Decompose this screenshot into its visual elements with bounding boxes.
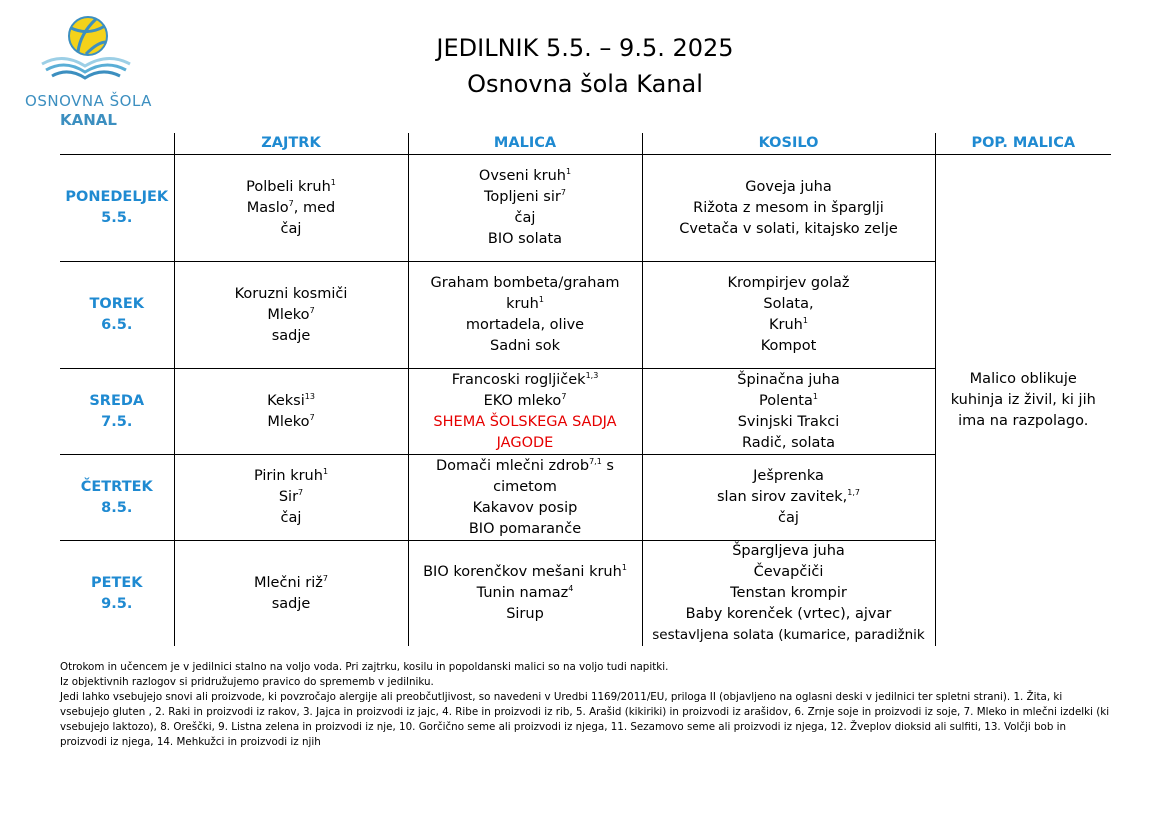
allergen-superscript: 7 — [288, 198, 294, 208]
cell-zajtrk — [174, 455, 408, 541]
allergen-superscript: 1 — [565, 167, 572, 177]
menu-line — [643, 273, 935, 294]
allergen-superscript: 7 — [309, 412, 315, 422]
menu-item-suffix: s — [601, 457, 614, 474]
allergen-superscript: 1 — [322, 467, 329, 477]
menu-line — [409, 187, 642, 208]
menu-line — [409, 433, 642, 454]
allergen-superscript: 1 — [812, 391, 818, 401]
cell-zajtrk — [174, 369, 408, 455]
day-label — [60, 541, 174, 647]
menu-item-text: čaj — [778, 510, 799, 526]
menu-item-text: Sirup — [506, 606, 544, 622]
menu-item-text: Kakavov posip — [472, 499, 578, 516]
menu-item-text: Cvetača v solati, kitajsko zelje — [679, 220, 898, 237]
cell-zajtrk — [174, 541, 408, 647]
menu-item-text: Polbeli kruh — [246, 178, 331, 195]
header-pop-malica: POP. MALICA — [935, 133, 1111, 155]
day-label — [60, 369, 174, 455]
day-row — [60, 155, 1111, 262]
menu-item-text: Koruzni kosmiči — [234, 285, 348, 302]
allergen-superscript: 4 — [568, 584, 574, 594]
cell-malica — [408, 369, 642, 455]
menu-item-text: cimetom — [493, 478, 557, 495]
menu-line — [643, 412, 935, 433]
menu-line — [175, 391, 408, 412]
menu-line — [175, 177, 408, 198]
menu-line — [643, 541, 935, 562]
menu-item-text: BIO pomaranče — [468, 520, 582, 537]
menu-line — [643, 198, 935, 219]
menu-item-text: BIO solata — [487, 231, 563, 247]
menu-line — [175, 508, 408, 529]
cell-zajtrk — [174, 262, 408, 369]
menu-item-text: sestavljena solata (kumarice, paradižnik — [652, 627, 925, 643]
allergen-superscript: 7 — [309, 305, 315, 315]
menu-item-text: sadje — [271, 595, 311, 612]
menu-line — [643, 583, 935, 604]
menu-line — [409, 391, 642, 412]
menu-table — [60, 133, 1111, 646]
day-name: SREDA — [89, 392, 145, 409]
allergen-superscript: 1,7 — [847, 488, 860, 498]
menu-line — [409, 562, 642, 583]
school-logo — [10, 12, 160, 129]
menu-item-text: EKO mleko — [483, 392, 562, 409]
menu-item-text: Ovseni kruh — [478, 168, 566, 184]
menu-item-text: Pirin kruh — [253, 468, 323, 484]
menu-item-text: Radič, solata — [742, 434, 835, 451]
menu-item-text: Keksi — [267, 392, 305, 409]
day-label — [60, 262, 174, 369]
menu-item-text: Ješprenka — [753, 468, 824, 484]
menu-item-text: čaj — [514, 210, 536, 226]
menu-item-text: Tenstan krompir — [730, 585, 847, 601]
allergen-superscript: 7,1 — [589, 456, 602, 466]
menu-item-text: kruh — [506, 296, 539, 312]
footnotes — [60, 660, 1112, 750]
header-zajtrk: ZAJTRK — [174, 133, 408, 155]
menu-item-text: Mlečni riž — [254, 574, 323, 591]
menu-line — [409, 315, 642, 336]
menu-item-text: Mleko — [267, 413, 310, 430]
menu-line — [175, 284, 408, 305]
day-date: 8.5. — [101, 499, 133, 516]
allergen-superscript: 7 — [560, 188, 566, 198]
menu-line — [175, 305, 408, 326]
menu-item-text: Goveja juha — [745, 178, 832, 195]
allergen-superscript: 1 — [802, 316, 808, 326]
menu-line — [409, 273, 642, 294]
menu-line — [643, 625, 935, 646]
menu-line — [409, 456, 642, 477]
menu-item-text: Graham bombeta/graham — [430, 275, 620, 291]
menu-line — [409, 519, 642, 540]
day-name: PETEK — [90, 574, 143, 591]
day-date: 9.5. — [101, 595, 133, 612]
cell-malica — [408, 155, 642, 262]
allergen-superscript: 1,3 — [585, 370, 599, 380]
cell-zajtrk — [174, 155, 408, 262]
menu-item-text: Polenta — [759, 392, 813, 409]
menu-line — [409, 370, 642, 391]
menu-line — [643, 487, 935, 508]
menu-item-text: Špinačna juha — [737, 371, 840, 388]
menu-item-text: Tunin namaz — [476, 585, 569, 601]
cell-kosilo — [642, 369, 935, 455]
menu-item-text: Solata, — [763, 296, 814, 312]
menu-line — [175, 573, 408, 594]
menu-item-text: sadje — [271, 327, 311, 344]
menu-line — [175, 412, 408, 433]
menu-line — [643, 177, 935, 198]
note-water: Otrokom in učencem je v jedilnici stalno na voljo voda. Pri zajtrku, kosilu in popoldanski malici so na voljo tudi napitki. — [60, 661, 669, 673]
allergen-superscript: 1 — [538, 295, 544, 305]
menu-line — [175, 219, 408, 240]
day-date: 7.5. — [101, 413, 133, 430]
menu-item-text: Sir — [278, 489, 299, 505]
cell-kosilo — [642, 541, 935, 647]
menu-line — [643, 466, 935, 487]
cell-kosilo — [642, 262, 935, 369]
cell-kosilo — [642, 155, 935, 262]
menu-line — [643, 315, 935, 336]
allergen-superscript: 7 — [322, 573, 328, 583]
menu-item-text: Rižota z mesom in šparglji — [693, 199, 884, 216]
cell-malica — [408, 455, 642, 541]
allergen-superscript: 7 — [298, 488, 304, 498]
day-name: TOREK — [89, 296, 145, 312]
menu-line — [643, 294, 935, 315]
menu-item-text: Krompirjev golaž — [727, 275, 850, 291]
day-label — [60, 155, 174, 262]
menu-item-text: Mleko — [267, 306, 310, 323]
logo-text-line2: KANAL — [60, 111, 117, 129]
menu-item-text: Svinjski Trakci — [737, 413, 840, 430]
day-label — [60, 455, 174, 541]
menu-line — [643, 508, 935, 529]
menu-line — [643, 562, 935, 583]
menu-line — [175, 466, 408, 487]
menu-item-text: mortadela, olive — [465, 317, 585, 333]
menu-line — [409, 229, 642, 250]
menu-item-text: Kompot — [760, 338, 817, 354]
menu-line — [643, 370, 935, 391]
menu-line — [643, 391, 935, 412]
page-subtitle: Osnovna šola Kanal — [467, 70, 703, 98]
menu-item-text: Maslo — [246, 199, 289, 216]
menu-item-text: BIO korenčkov mešani kruh — [423, 564, 622, 580]
menu-line — [409, 583, 642, 604]
cell-malica — [408, 262, 642, 369]
menu-line — [409, 336, 642, 357]
day-name: ČETRTEK — [80, 478, 153, 495]
menu-line — [409, 477, 642, 498]
volleyball-book-icon — [38, 12, 133, 82]
menu-item-text: SHEMA ŠOLSKEGA SADJA — [433, 413, 617, 430]
menu-item-text: Baby korenček (vrtec), ajvar — [685, 606, 892, 622]
menu-item-text: slan sirov zavitek, — [716, 489, 848, 505]
menu-line — [643, 604, 935, 625]
page-title: JEDILNIK 5.5. – 9.5. 2025 — [436, 34, 734, 62]
menu-item-text: Francoski rogljiček — [451, 371, 586, 388]
allergen-superscript: 1 — [330, 177, 336, 187]
header-row — [60, 133, 1111, 155]
menu-line — [175, 487, 408, 508]
header-day — [60, 133, 174, 155]
menu-line — [643, 219, 935, 240]
menu-item-text: čaj — [280, 510, 302, 526]
allergen-superscript: 1 — [621, 563, 627, 573]
menu-line — [175, 594, 408, 615]
day-date: 6.5. — [101, 317, 133, 333]
note-allergens: Jedi lahko vsebujejo snovi ali proizvode, ki povzročajo alergije ali preobčutljivost, so navedeni v Uredbi 1169/2011/EU, priloga II (objavljeno na oglasni deski v jedilnici ter spletni strani). 1. Žita, ki vsebujejo gluten , 2. Raki in proizvodi iz rakov, 3. Jajca in proizvodi iz jajc, 4. Ribe in proizvodi iz rib, 5. Arašid (kikiriki) in proizvodi iz arašidov, 6. Zrnje soje in proizvodi iz soje, 7. Mleko in mlečni izdelki (ki vsebujejo laktozo), 8. Oreščki, 9. Listna zelena in proizvodi iz nje, 10. Gorčično seme ali proizvodi iz njega, 11. Sezamovo seme ali proizvodi iz njega, 12. Žveplov dioksid ali sulfiti, 13. Volčji bob in proizvodi iz njega, 14. Mehkužci in proizvodi iz njih — [60, 691, 1110, 748]
menu-line — [175, 326, 408, 347]
menu-line — [409, 166, 642, 187]
logo-text-line1: OSNOVNA ŠOLA — [25, 92, 152, 110]
menu-item-suffix: , med — [293, 199, 336, 216]
menu-item-text: Domači mlečni zdrob — [436, 457, 590, 474]
menu-item-text: JAGODE — [496, 434, 554, 451]
note-changes: Iz objektivnih razlogov si pridružujemo pravico do sprememb v jedilniku. — [60, 676, 434, 688]
allergen-superscript: 13 — [304, 391, 315, 401]
menu-line — [409, 498, 642, 519]
header-kosilo: KOSILO — [642, 133, 935, 155]
menu-line — [409, 208, 642, 229]
menu-item-text: Špargljeva juha — [732, 543, 845, 559]
day-date: 5.5. — [101, 210, 133, 226]
cell-kosilo — [642, 455, 935, 541]
allergen-superscript: 7 — [561, 391, 567, 401]
menu-item-text: Čevapčiči — [753, 564, 824, 580]
cell-malica — [408, 541, 642, 647]
menu-item-text: Topljeni sir — [484, 189, 561, 205]
cell-pop-malica: Malico oblikuje kuhinja iz živil, ki jih ima na razpolago. — [935, 155, 1111, 647]
menu-item-text: Sadni sok — [490, 338, 560, 354]
menu-item-text: Kruh — [769, 317, 803, 333]
menu-line — [409, 294, 642, 315]
menu-line — [409, 604, 642, 625]
menu-item-text: čaj — [280, 220, 302, 237]
menu-line — [409, 412, 642, 433]
header-malica: MALICA — [408, 133, 642, 155]
day-name: PONEDELJEK — [65, 189, 169, 205]
menu-line — [175, 198, 408, 219]
menu-line — [643, 433, 935, 454]
menu-line — [643, 336, 935, 357]
